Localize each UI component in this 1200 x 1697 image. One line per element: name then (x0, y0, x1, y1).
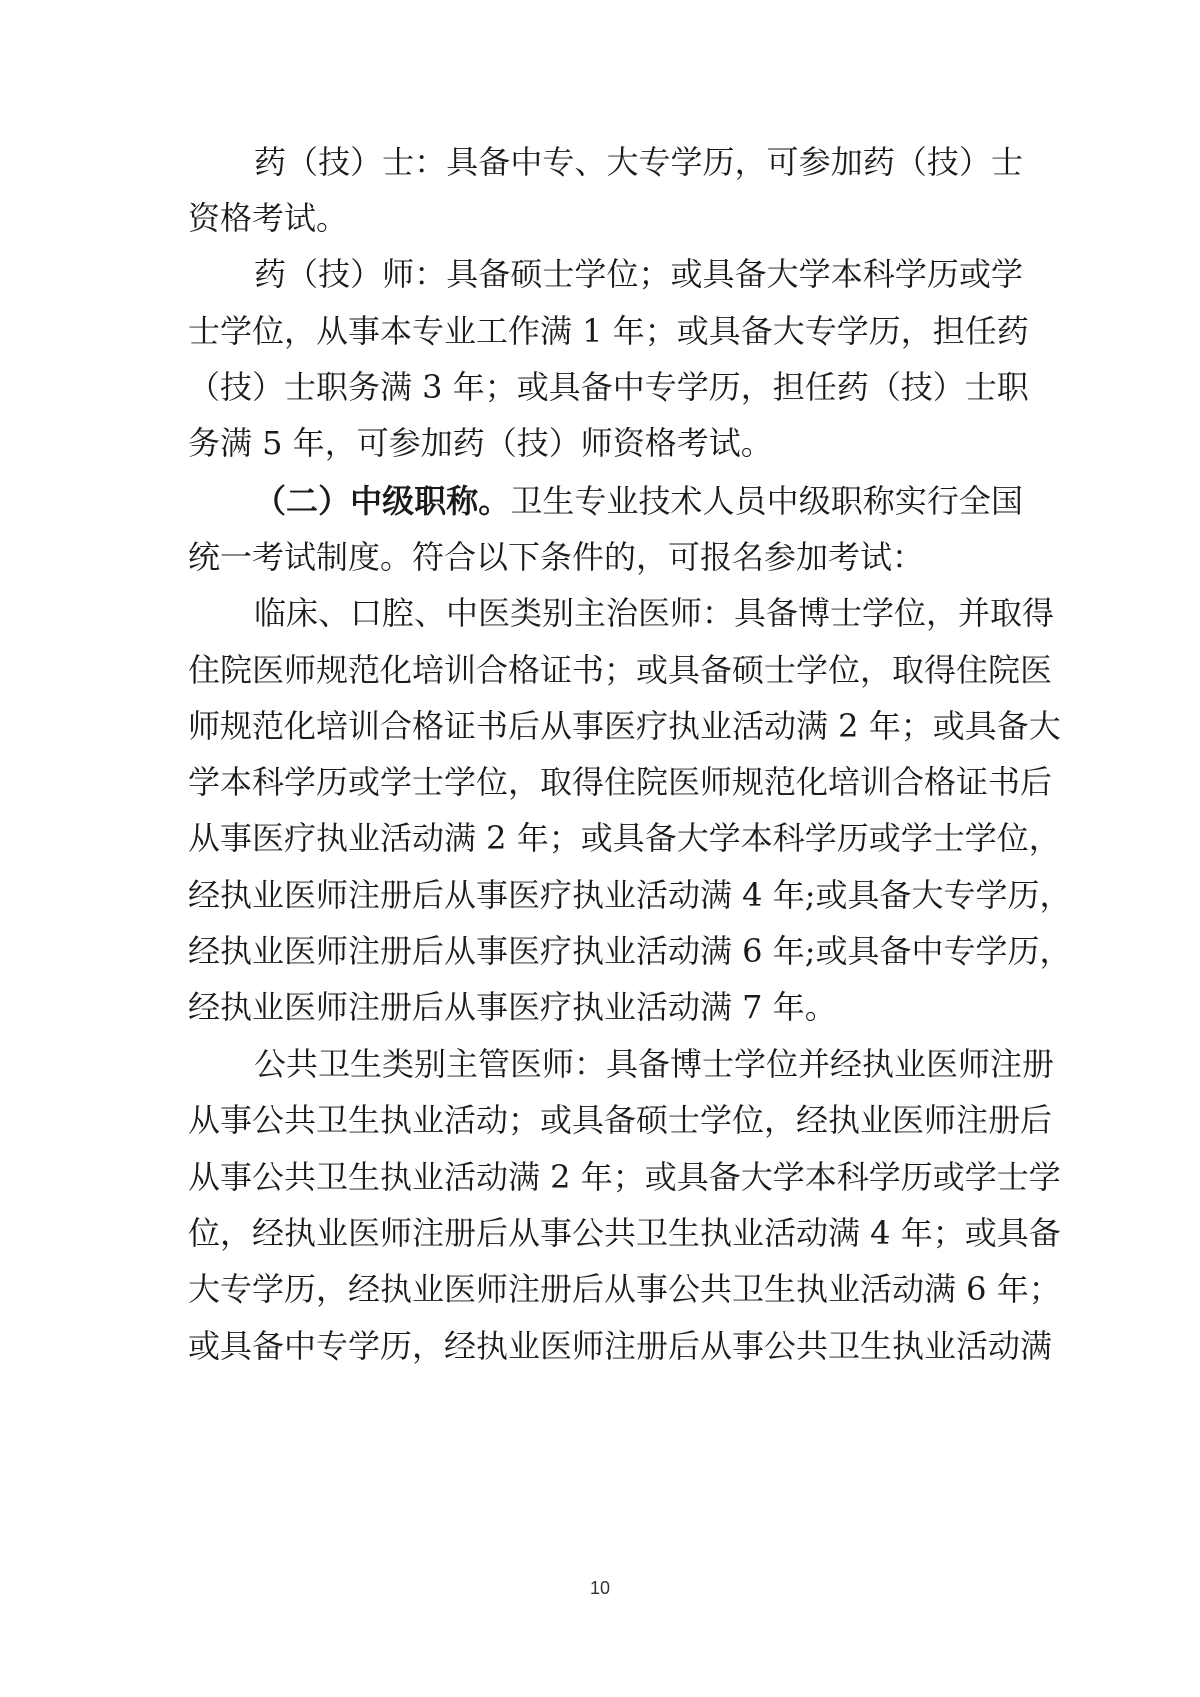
paragraph-2-line-1: 药（技）师：具备硕士学位；或具备大学本科学历或学 (254, 255, 1023, 293)
paragraph-2-line-3: （技）士职务满 3 年；或具备中专学历，担任药（技）士职 (188, 368, 1029, 406)
paragraph-2-line-4: 务满 5 年，可参加药（技）师资格考试。 (188, 424, 773, 462)
paragraph-5-line-6: 或具备中专学历，经执业医师注册后从事公共卫生执业活动满 (188, 1327, 1053, 1365)
paragraph-3-line-1-text: 卫生专业技术人员中级职称实行全国 (510, 482, 1023, 520)
paragraph-4-line-5: 从事医疗执业活动满 2 年；或具备大学本科学历或学士学位， (188, 819, 1061, 857)
paragraph-4-line-3: 师规范化培训合格证书后从事医疗执业活动满 2 年；或具备大 (188, 707, 1061, 745)
paragraph-5-line-3: 从事公共卫生执业活动满 2 年；或具备大学本科学历或学士学 (188, 1158, 1061, 1196)
page-number: 10 (589, 1578, 611, 1598)
paragraph-5-line-1: 公共卫生类别主管医师：具备博士学位并经执业医师注册 (254, 1045, 1055, 1083)
paragraph-2-line-2: 士学位，从事本专业工作满 1 年；或具备大专学历，担任药 (188, 312, 1029, 350)
section-heading: （二）中级职称。 (254, 482, 511, 520)
paragraph-4-line-8: 经执业医师注册后从事医疗执业活动满 7 年。 (188, 988, 837, 1026)
paragraph-3-line-1 (254, 481, 1023, 521)
paragraph-5-line-2: 从事公共卫生执业活动；或具备硕士学位，经执业医师注册后 (188, 1101, 1053, 1139)
paragraph-5-line-4: 位，经执业医师注册后从事公共卫生执业活动满 4 年；或具备 (188, 1214, 1061, 1252)
paragraph-3-line-2: 统一考试制度。符合以下条件的，可报名参加考试： (188, 538, 925, 576)
paragraph-5-line-5: 大专学历，经执业医师注册后从事公共卫生执业活动满 6 年； (188, 1270, 1061, 1308)
paragraph-4-line-6: 经执业医师注册后从事医疗执业活动满 4 年;或具备大专学历， (188, 876, 1072, 914)
paragraph-4-line-4: 学本科学历或学士学位，取得住院医师规范化培训合格证书后 (188, 763, 1053, 801)
paragraph-4-line-2: 住院医师规范化培训合格证书；或具备硕士学位，取得住院医 (188, 651, 1053, 689)
paragraph-4-line-7: 经执业医师注册后从事医疗执业活动满 6 年;或具备中专学历， (188, 932, 1072, 970)
paragraph-1-line-1: 药（技）士：具备中专、大专学历，可参加药（技）士 (254, 143, 1023, 181)
paragraph-4-line-1: 临床、口腔、中医类别主治医师：具备博士学位，并取得 (254, 594, 1055, 632)
paragraph-1-line-2: 资格考试。 (188, 199, 349, 237)
